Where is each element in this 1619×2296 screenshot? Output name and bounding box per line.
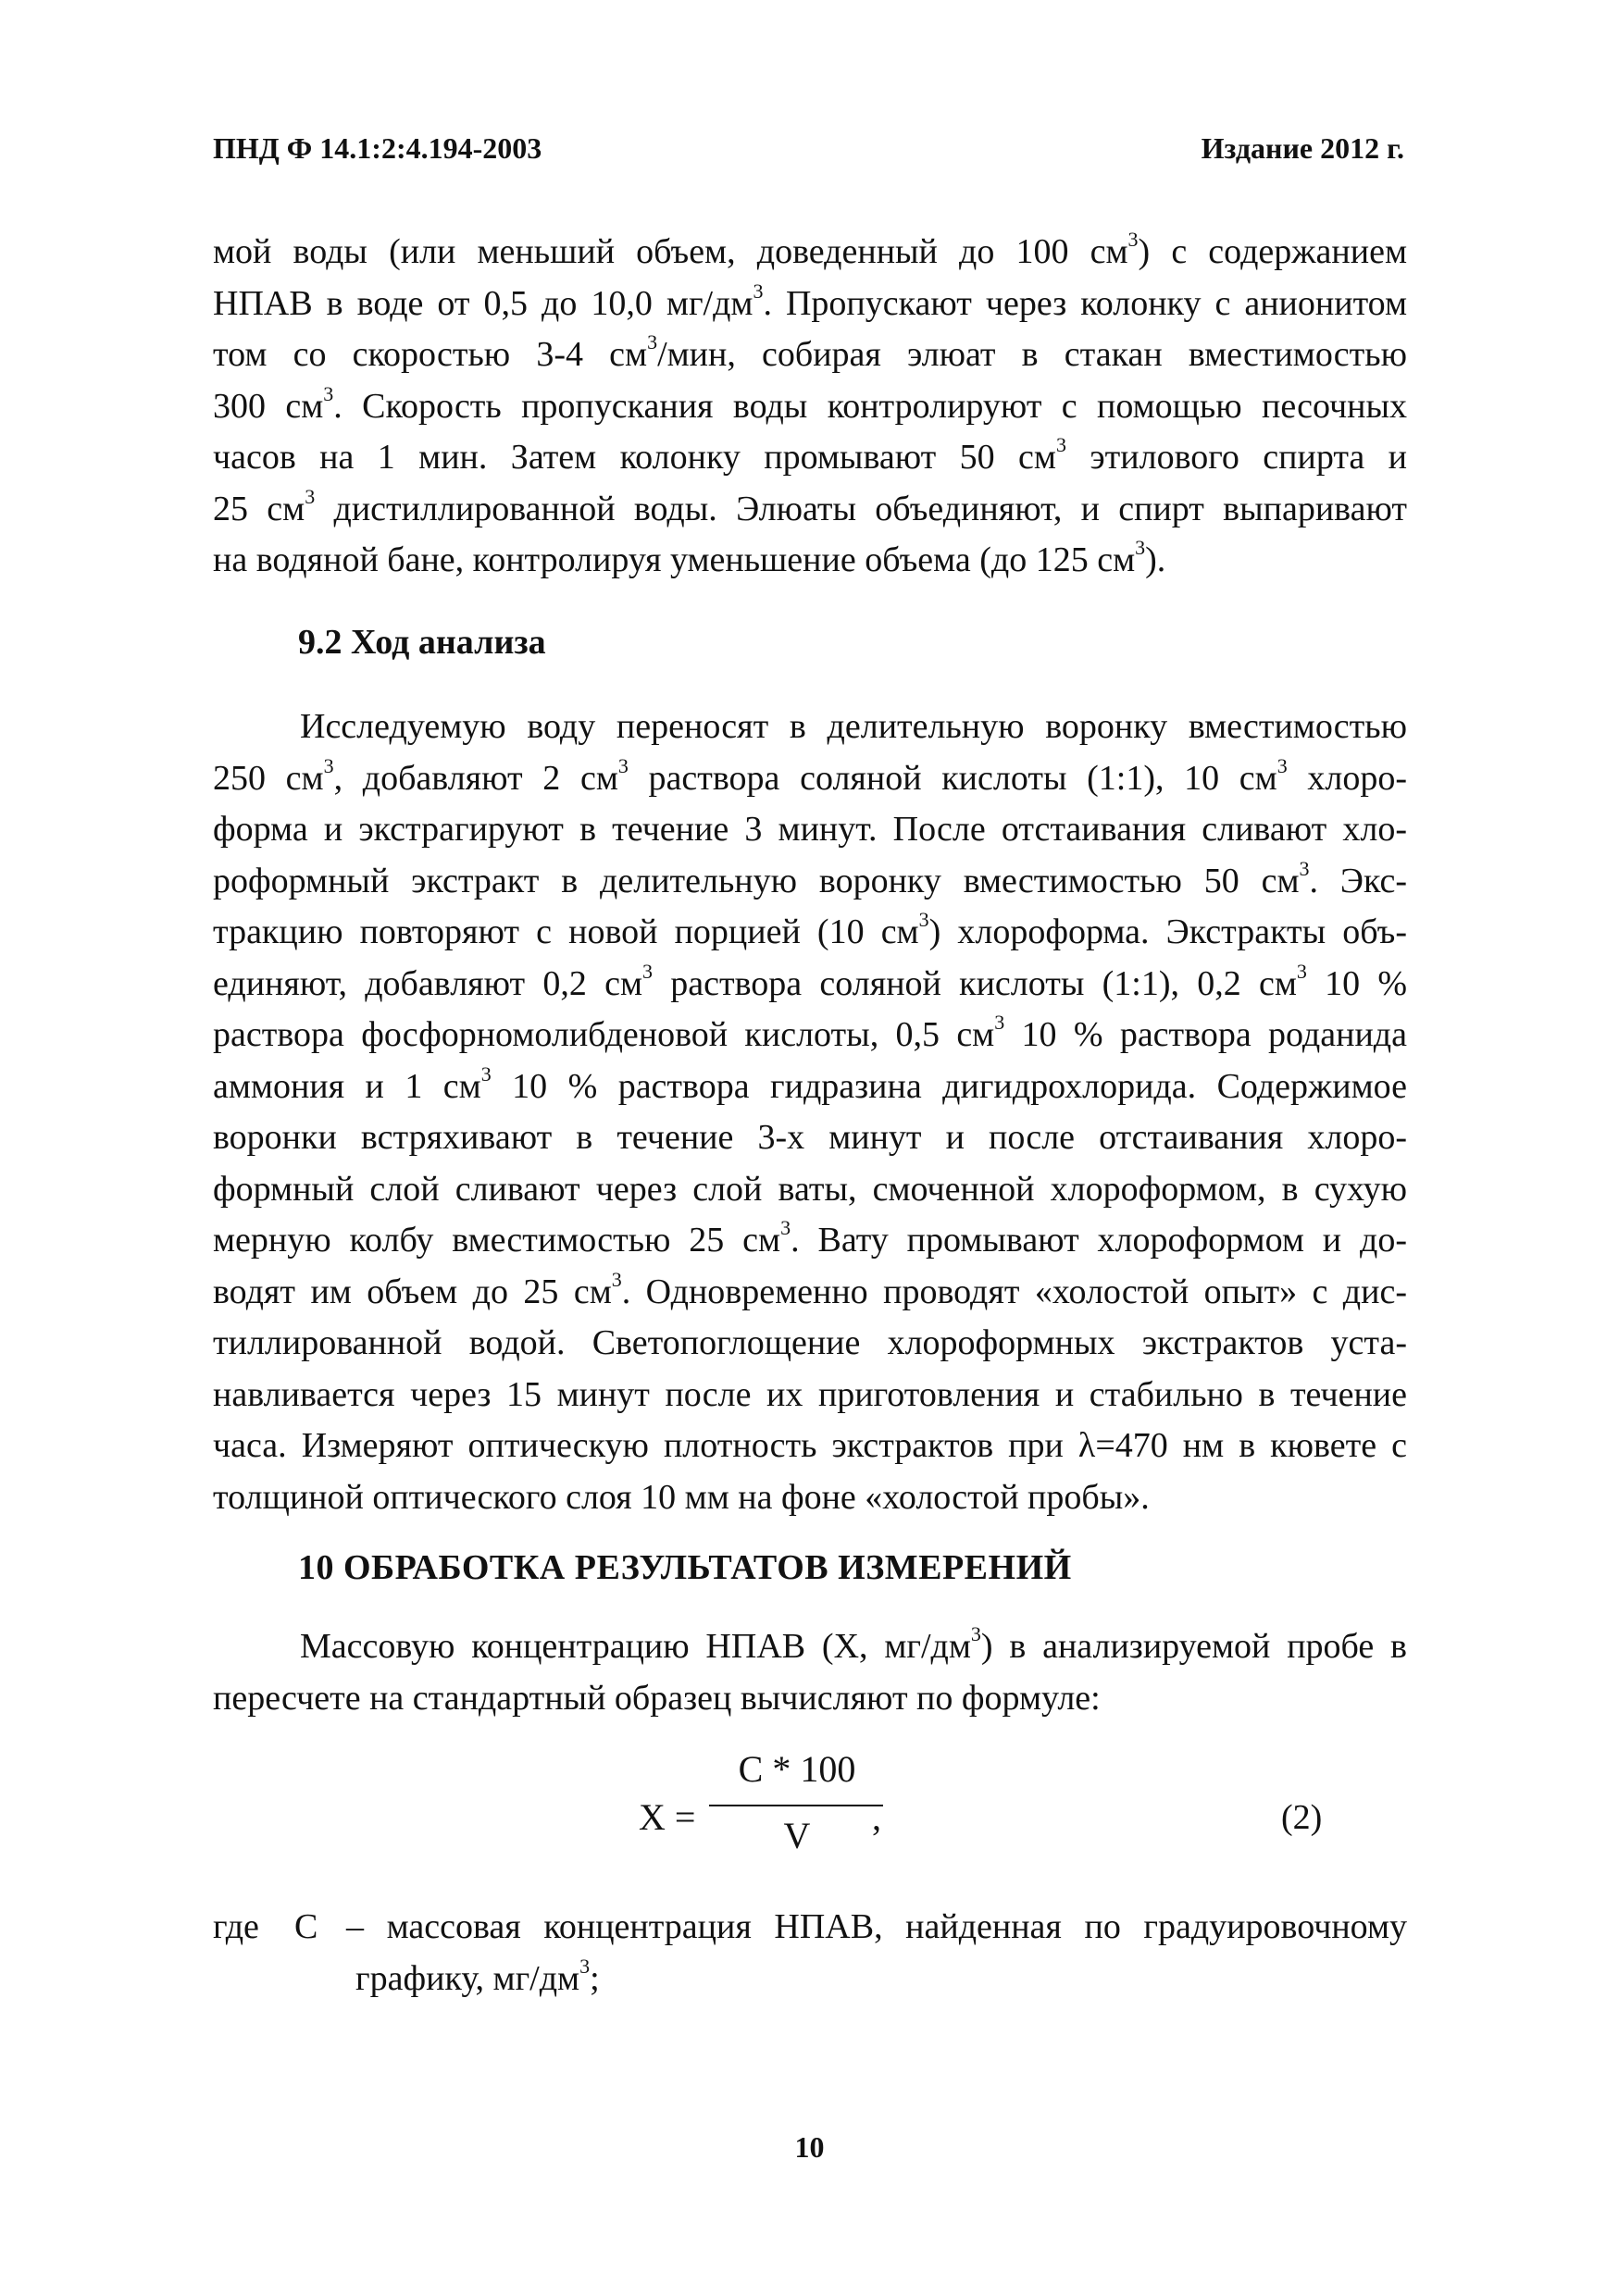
text-line: часа. Измеряют оптическую плотность экстрактов при λ=470 нм в кювете с — [213, 1426, 1407, 1465]
text-line: роформный экстракт в делительную воронку вместимостью 50 $см^3$. Экс- — [213, 856, 1407, 900]
text-line: навливается через 15 минут после их приготовления и стабильно в течение — [213, 1374, 1407, 1414]
text-line: пересчете на стандартный образец вычисляют по формуле: — [213, 1678, 1101, 1718]
text-line: единяют, добавляют 0,2 $см^3$ раствора соляной кислоты (1:1), 0,2 $см^3$ 10 % — [213, 959, 1408, 1003]
text-line: мерную колбу вместимостью 25 $см^3$. Вату промывают хлороформом и до- — [213, 1216, 1408, 1260]
formula-lhs: X = — [639, 1796, 696, 1838]
section-heading-10: 10 ОБРАБОТКА РЕЗУЛЬТАТОВ ИЗМЕРЕНИЙ — [298, 1548, 1072, 1587]
text-line: графику, $мг/дм^3$; — [355, 1955, 600, 1998]
section-heading-9-2: 9.2 Ход анализа — [298, 623, 546, 662]
document-code: ПНД Ф 14.1:2:4.194-2003 — [213, 131, 542, 165]
text-line: аммония и 1 $см^3$ 10 % раствора гидразина дигидрохлорида. Содержимое — [213, 1061, 1407, 1106]
page-number: 10 — [794, 2130, 825, 2164]
where-word: где — [213, 1907, 259, 1946]
text-line: 25 $см^3$ дистиллированной воды. Элюаты объединяют, и спирт выпаривают — [213, 484, 1407, 528]
paragraph-continuation — [213, 227, 1407, 587]
text-line: Массовую концентрацию НПАВ (X, $мг/дм^3$) в анализируемой пробе в — [300, 1622, 1407, 1666]
text-line: тиллированной водой. Светопоглощение хлороформных экстрактов уста- — [213, 1323, 1407, 1362]
text-line: часов на 1 мин. Затем колонку промывают 50 $см^3$ этилового спирта и — [213, 433, 1407, 477]
text-line: Исследуемую воду переносят в делительную воронку вместимостью — [300, 707, 1407, 746]
text-line: на водяной бане, контролируя уменьшение объема (до 125 $см^3$). — [213, 536, 1166, 579]
formula-comma: , — [872, 1796, 881, 1838]
text-line: мой воды (или меньший объем, доведенный до 100 $см^3$) с содержанием — [213, 228, 1407, 271]
text-line: тракцию повторяют с новой порцией (10 $см^3$) хлороформа. Экстракты объ- — [213, 908, 1407, 951]
text-line: форма и экстрагируют в течение 3 минут. После отстаивания сливают хло- — [213, 810, 1407, 849]
text-line: воронки встряхивают в течение 3-х минут и после отстаивания хлоро- — [213, 1118, 1407, 1157]
formula-denominator: V — [783, 1815, 811, 1856]
text-line: раствора фосфорномолибденовой кислоты, 0,5 $см^3$ 10 % раствора роданида — [213, 1011, 1407, 1054]
text-line: НПАВ в воде от 0,5 до 10,0 $мг/дм^3$. Пропускают через колонку с анионитом — [213, 279, 1407, 323]
text-line: водят им объем до 25 $см^3$. Одновременно проводят «холостой опыт» с дис- — [213, 1267, 1407, 1311]
formula-numerator: C * 100 — [738, 1748, 856, 1790]
paragraph-analysis-procedure — [213, 701, 1407, 1523]
variable-symbol: C — [294, 1907, 318, 1946]
fraction-bar — [709, 1805, 883, 1806]
text-line: формный слой сливают через слой ваты, смоченной хлороформом, в сухую — [213, 1169, 1407, 1209]
text-line: – массовая концентрация НПАВ, найденная по градуировочному — [346, 1907, 1407, 1946]
formula-number: (2) — [1281, 1798, 1323, 1837]
variable-description — [346, 1901, 1407, 2004]
text-line: 250 $см^3$, добавляют 2 $см^3$ раствора соляной кислоты (1:1), 10 $см^3$ хлоро- — [213, 753, 1407, 798]
text-line: том со скоростью 3-4 $см^3$/мин, собирая элюат в стакан вместимостью — [213, 330, 1407, 374]
edition-label: Издание 2012 г. — [1201, 131, 1404, 165]
text-line: 300 $см^3$. Скорость пропускания воды контролируют с помощью песочных — [213, 381, 1407, 426]
text-line: толщиной оптического слоя 10 мм на фоне «холостой пробы». — [213, 1477, 1150, 1517]
paragraph-results-processing — [213, 1621, 1407, 1724]
formula-2 — [629, 1747, 1055, 1886]
